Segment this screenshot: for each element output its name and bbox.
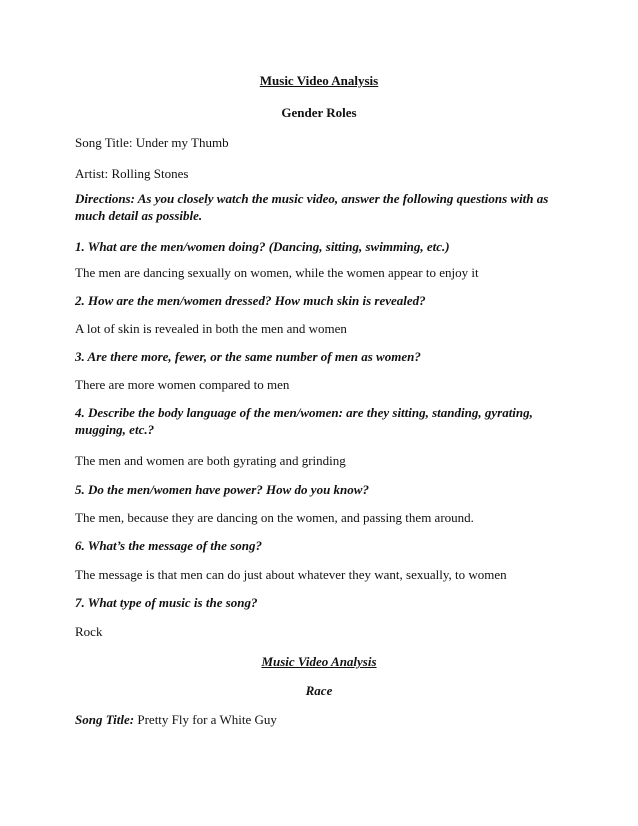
section2-title: Music Video Analysis xyxy=(261,654,377,669)
question-2: 2. How are the men/women dressed? How much skin is revealed? xyxy=(75,293,426,308)
section2-subtitle: Race xyxy=(305,683,333,698)
question-4: 4. Describe the body language of the men/women: are they sitting, standing, gyrating, mugging, etc.? xyxy=(75,405,533,437)
question-1: 1. What are the men/women doing? (Dancing, sitting, swimming, etc.) xyxy=(75,239,450,254)
song-title-value: Pretty Fly for a White Guy xyxy=(134,712,277,727)
answer-1: The men are dancing sexually on women, while the women appear to enjoy it xyxy=(75,265,479,280)
song-title: Song Title: Under my Thumb xyxy=(75,135,229,150)
answer-4: The men and women are both gyrating and grinding xyxy=(75,453,346,468)
section1-subtitle: Gender Roles xyxy=(281,105,357,120)
directions: Directions: As you closely watch the music video, answer the following questions with as much detail as possible. xyxy=(75,191,549,223)
answer-6: The message is that men can do just about whatever they want, sexually, to women xyxy=(75,567,507,582)
answer-5: The men, because they are dancing on the women, and passing them around. xyxy=(75,510,474,525)
answer-7: Rock xyxy=(75,624,103,639)
section1-title: Music Video Analysis xyxy=(259,73,379,88)
question-6: 6. What’s the message of the song? xyxy=(75,538,262,553)
song-title-label: Song Title: xyxy=(75,712,135,727)
question-7: 7. What type of music is the song? xyxy=(75,595,258,610)
question-5: 5. Do the men/women have power? How do you know? xyxy=(75,482,369,497)
section2-song-title xyxy=(75,711,565,728)
answer-2: A lot of skin is revealed in both the men and women xyxy=(75,321,347,336)
artist: Artist: Rolling Stones xyxy=(75,166,189,181)
question-3: 3. Are there more, fewer, or the same number of men as women? xyxy=(75,349,421,364)
answer-3: There are more women compared to men xyxy=(75,377,290,392)
